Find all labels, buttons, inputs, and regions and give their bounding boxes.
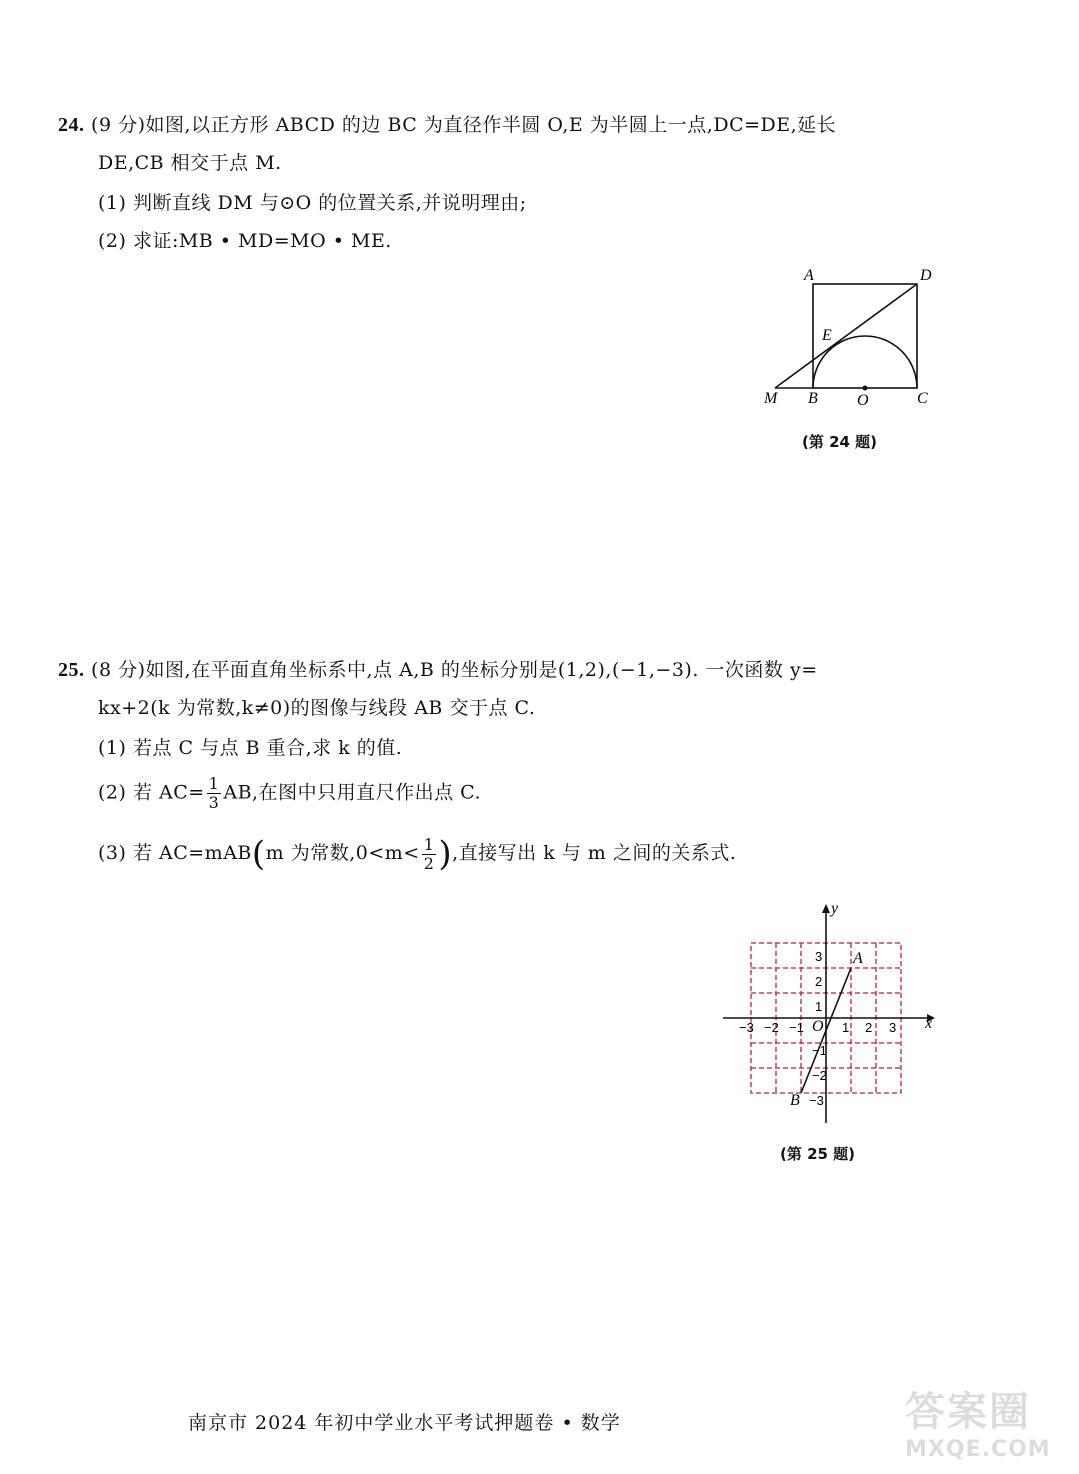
label-e: E — [822, 327, 832, 344]
x-tick-1: 1 — [842, 1020, 850, 1035]
fraction-numerator: 1 — [208, 774, 220, 793]
watermark-logo — [905, 1380, 1065, 1465]
q25-part2-fraction — [207, 775, 222, 812]
q25-line1 — [58, 655, 818, 682]
label-d: D — [920, 267, 932, 284]
label-m: M — [764, 390, 778, 407]
y-tick-neg1: −1 — [812, 1043, 827, 1058]
y-axis-arrow-icon — [822, 904, 830, 913]
x-axis-label: x — [925, 1015, 933, 1032]
center-o-dot — [863, 386, 868, 391]
watermark-top-text: 答案圈 — [905, 1389, 1031, 1435]
x-tick-2: 2 — [865, 1020, 873, 1035]
q24-text-line1: (9 分)如图,以正方形 ABCD 的边 BC 为直径作半圆 O,E 为半圆上一点,DC=DE,延长 — [91, 114, 837, 136]
y-axis-label: y — [831, 900, 839, 917]
watermark-bottom-text: MXQE.COM — [905, 1437, 1051, 1462]
origin-label: O — [812, 1018, 824, 1035]
q25-part2-post: AB,在图中只用直尺作出点 C. — [223, 781, 482, 804]
point-b-label: B — [790, 1092, 800, 1109]
y-tick-neg2: −2 — [812, 1068, 827, 1083]
q25-part2 — [98, 775, 481, 812]
line-md — [775, 284, 917, 388]
q25-number: 25. — [58, 659, 85, 681]
fraction-denominator: 2 — [423, 853, 435, 873]
left-paren: ( — [251, 834, 266, 874]
q25-part3-fraction — [422, 836, 437, 873]
y-tick-2: 2 — [815, 974, 823, 989]
label-a: A — [804, 267, 814, 284]
q25-part3-mid: m 为常数,0<m< — [265, 842, 420, 864]
x-tick-neg1: −1 — [789, 1020, 804, 1035]
y-tick-1: 1 — [815, 999, 823, 1014]
label-b: B — [808, 390, 818, 407]
x-tick-neg3: −3 — [739, 1020, 754, 1035]
q24-caption: (第 24 题) — [802, 433, 878, 451]
fraction-denominator: 3 — [208, 793, 220, 812]
q25-caption: (第 25 题) — [780, 1145, 856, 1163]
q24-part2: (2) 求证:MB • MD=MO • ME. — [98, 230, 392, 252]
label-c: C — [917, 390, 928, 407]
q25-part3-post: ,直接写出 k 与 m 之间的关系式. — [452, 842, 737, 864]
q25-part2-pre: (2) 若 AC= — [98, 781, 205, 804]
label-o: O — [857, 392, 869, 409]
fraction-numerator: 1 — [423, 834, 435, 854]
y-tick-3: 3 — [815, 949, 823, 964]
q25-text-line1: (8 分)如图,在平面直角坐标系中,点 A,B 的坐标分别是(1,2),(−1,−3). 一次函数 y= — [91, 659, 818, 681]
q24-figure — [755, 260, 945, 420]
q25-part3 — [98, 834, 736, 874]
q24-part1: (1) 判断直线 DM 与⊙O 的位置关系,并说明理由; — [98, 192, 527, 214]
right-paren: ) — [438, 834, 453, 874]
q24-line2: DE,CB 相交于点 M. — [98, 152, 282, 174]
y-tick-neg3: −3 — [809, 1093, 824, 1108]
point-a-label: A — [853, 950, 863, 967]
page-footer: 南京市 2024 年初中学业水平考试押题卷 • 数学 — [188, 1412, 621, 1434]
x-tick-neg2: −2 — [764, 1020, 779, 1035]
q24-line1 — [58, 110, 836, 137]
q25-part1: (1) 若点 C 与点 B 重合,求 k 的值. — [98, 737, 403, 759]
x-tick-3: 3 — [889, 1020, 897, 1035]
q25-line2: kx+2(k 为常数,k≠0)的图像与线段 AB 交于点 C. — [98, 697, 536, 719]
q25-part3-pre: (3) 若 AC=mAB — [98, 842, 252, 864]
q24-number: 24. — [58, 114, 85, 136]
q25-figure — [715, 895, 945, 1130]
